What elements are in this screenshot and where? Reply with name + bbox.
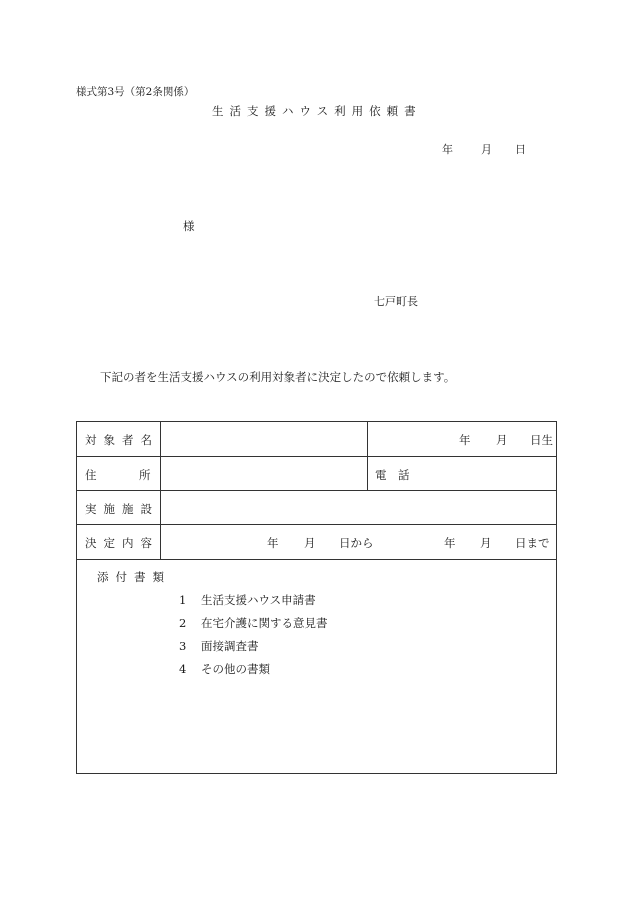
addressee-honorific: 様 [183,219,195,233]
attachment-text: 面接調査書 [201,639,259,653]
attachment-item [179,661,270,677]
sender-name: 七戸町長 [374,295,418,308]
column-divider [160,457,161,490]
date-year-label: 年 [442,143,453,156]
address-label-part2: 所 [139,468,151,482]
table-row-subject [77,422,556,457]
attachment-item [179,615,328,631]
attachment-text: その他の書類 [201,662,270,676]
phone-label: 電 話 [375,468,410,482]
document-title: 生活支援ハウス利用依頼書 [212,104,422,118]
request-table [76,421,557,774]
birth-day-label: 日生 [530,433,553,447]
attachment-text: 生活支援ハウス申請書 [201,593,316,607]
form-number: 様式第3号（第2条関係） [76,86,195,98]
attachment-number: 4 [179,662,187,676]
period-to-day: 日まで [515,536,550,550]
subject-name-label: 対象者名 [85,433,159,447]
period-to-month: 月 [480,536,492,550]
table-row-decision [77,525,556,560]
column-divider [367,422,368,456]
column-divider [367,457,368,490]
birth-year-label: 年 [459,433,471,447]
facility-label: 実施施設 [85,502,159,516]
attachments-heading: 添付書類 [97,570,171,584]
attachment-number: 2 [179,616,187,630]
attachment-number: 3 [179,639,187,653]
period-from-month: 月 [304,536,316,550]
period-to-year: 年 [444,536,456,550]
attachment-text: 在宅介護に関する意見書 [201,616,328,630]
request-sentence: 下記の者を生活支援ハウスの利用対象者に決定したので依頼します。 [100,370,456,384]
table-row-address [77,457,556,491]
date-month-label: 月 [481,143,492,156]
column-divider [160,491,161,524]
decision-label: 決定内容 [85,536,159,550]
period-from-day: 日から [339,536,374,550]
attachment-item [179,592,316,608]
period-from-year: 年 [267,536,279,550]
attachment-item [179,638,259,654]
attachment-number: 1 [179,593,187,607]
column-divider [160,422,161,456]
birth-month-label: 月 [496,433,508,447]
column-divider [160,525,161,559]
address-label-part1: 住 [85,468,97,482]
table-row-facility [77,491,556,525]
date-day-label: 日 [515,143,526,156]
